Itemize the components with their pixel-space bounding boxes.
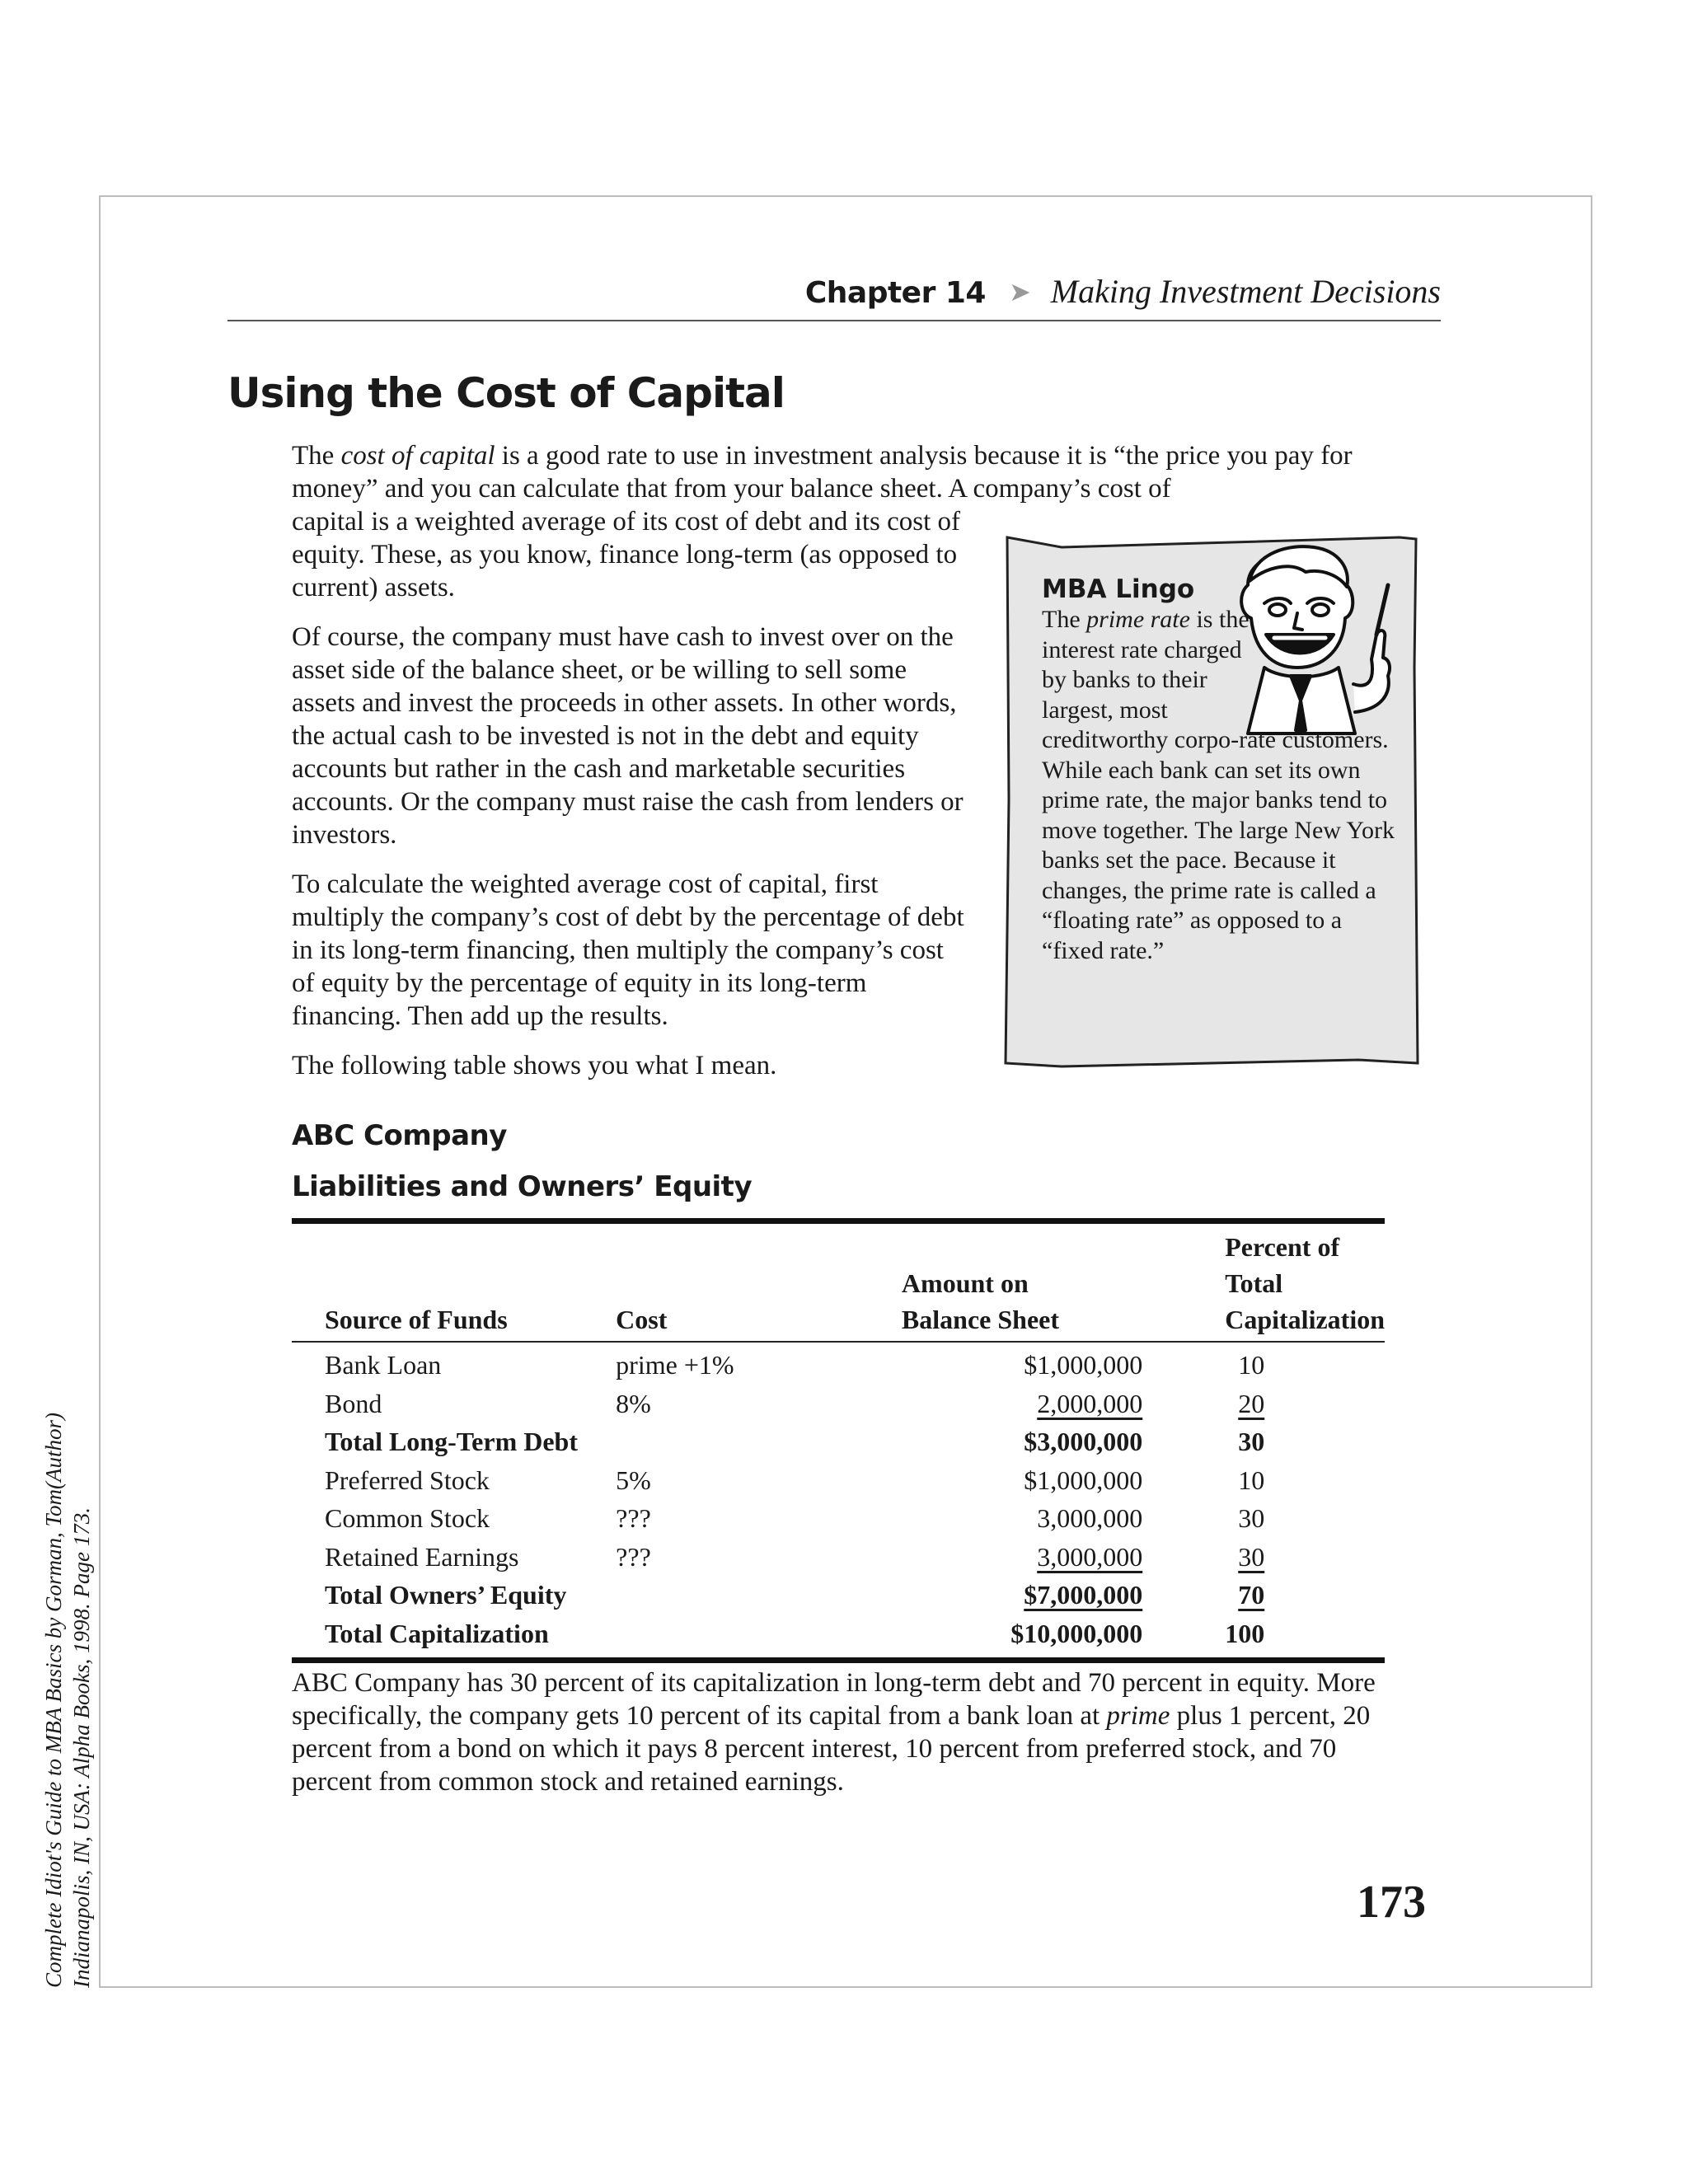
cell-cost: 8% bbox=[616, 1388, 651, 1418]
table-row bbox=[292, 1538, 1385, 1577]
header-cost: Cost bbox=[616, 1301, 856, 1342]
running-head bbox=[227, 262, 1441, 321]
chapter-title: Making Investment Decisions bbox=[1050, 273, 1441, 310]
cell-percent: 30 bbox=[1238, 1427, 1265, 1456]
cell-source: Total Owners’ Equity bbox=[325, 1580, 567, 1610]
term-prime-rate: prime rate bbox=[1086, 606, 1190, 633]
mba-lingo-sidebar bbox=[1004, 536, 1421, 1071]
cell-percent: 20 bbox=[1238, 1388, 1265, 1418]
cell-amount: 2,000,000 bbox=[1037, 1388, 1143, 1418]
paragraph-2: Of course, the company must have cash to invest over on the asset side of the balance sheet, or be willing to sell some assets and invest the proceeds in other assets. In other words, the actual cash to be invested is not in the debt and equity accounts but rather in the cash and marketable securities accounts. Or the company must raise the cash from lenders or investors. bbox=[292, 622, 964, 850]
paragraph-4: The following table shows you what I mean. bbox=[292, 1051, 777, 1080]
page-number: 173 bbox=[1357, 1877, 1426, 1928]
term-prime: prime bbox=[1106, 1701, 1170, 1731]
cell-cost: 5% bbox=[616, 1465, 651, 1495]
cell-percent: 30 bbox=[1238, 1503, 1265, 1533]
cartoon-spacer bbox=[1264, 499, 1421, 702]
cell-amount: 3,000,000 bbox=[1037, 1541, 1143, 1572]
cell-source: Preferred Stock bbox=[325, 1465, 490, 1495]
table-row bbox=[292, 1499, 1385, 1538]
table-row bbox=[292, 1342, 1385, 1385]
chapter-label: Chapter 14 bbox=[804, 276, 986, 310]
cell-amount: 3,000,000 bbox=[1037, 1503, 1143, 1533]
cell-percent: 10 bbox=[1238, 1350, 1265, 1380]
capitalization-table bbox=[292, 1218, 1385, 1663]
header-percent-line-1: Percent of Total bbox=[1225, 1232, 1340, 1298]
sidebar-title: MBA Lingo bbox=[1042, 574, 1195, 604]
cell-source: Total Long-Term Debt bbox=[325, 1427, 578, 1456]
table-row bbox=[292, 1385, 1385, 1423]
left-column bbox=[292, 505, 968, 1099]
header-amount-line-2: Balance Sheet bbox=[856, 1301, 1200, 1342]
cell-amount: $7,000,000 bbox=[1024, 1580, 1143, 1610]
table-heading-subtitle: Liabilities and Owners’ Equity bbox=[292, 1170, 753, 1203]
cell-amount: $1,000,000 bbox=[1024, 1350, 1143, 1380]
cell-cost bbox=[616, 1422, 856, 1461]
citation-line-2: Indianapolis, IN, USA: Alpha Books, 1998. Page 173. bbox=[69, 1507, 94, 1988]
section-title: Using the Cost of Capital bbox=[227, 369, 785, 417]
paragraph-3: To calculate the weighted average cost of capital, first multiply the company’s cost of debt by the percentage of debt in its long-term financing, then multiply the company’s cost of equity by the percentage of equity in its long-term financing. Then add up the results. bbox=[292, 869, 964, 1031]
table-row bbox=[292, 1461, 1385, 1500]
cell-cost: ??? bbox=[616, 1541, 651, 1572]
intro-paragraph: The cost of capital is a good rate to use in investment analysis because it is “the price you pay for money” and you can calculate that from your balance sheet. A company’s cost of bbox=[292, 441, 1353, 504]
table-heading-company: ABC Company bbox=[292, 1119, 507, 1152]
cell-cost: prime +1% bbox=[616, 1350, 734, 1380]
cell-cost bbox=[616, 1576, 856, 1615]
sidebar-definition: The prime rate is the interest rate charged by banks to their largest, most creditworthy corpo-rate customers. While each bank can set its own prime rate, the major banks tend to move together. The large New York banks set the pace. Because it changes, the prime rate is called a “floating rate” as opposed to a “fixed rate.” bbox=[1042, 606, 1395, 964]
triangle-arrow-icon: ➤ bbox=[1008, 277, 1031, 307]
cell-amount: $1,000,000 bbox=[1024, 1465, 1143, 1495]
cell-percent: 70 bbox=[1238, 1580, 1265, 1610]
table-row-total bbox=[292, 1422, 1385, 1461]
cell-source: Bank Loan bbox=[325, 1350, 442, 1380]
cell-source: Bond bbox=[325, 1388, 382, 1418]
cell-source: Retained Earnings bbox=[325, 1541, 519, 1572]
cell-percent: 10 bbox=[1238, 1465, 1265, 1495]
cell-amount: $3,000,000 bbox=[1024, 1427, 1143, 1456]
cell-cost: ??? bbox=[616, 1503, 651, 1533]
table-row-total bbox=[292, 1615, 1385, 1661]
cell-source: Common Stock bbox=[325, 1503, 490, 1533]
cell-percent: 100 bbox=[1225, 1618, 1265, 1648]
term-cost-of-capital: cost of capital bbox=[340, 441, 495, 471]
cell-source: Total Capitalization bbox=[325, 1618, 549, 1648]
table-row-total bbox=[292, 1576, 1385, 1615]
header-source: Source of Funds bbox=[292, 1301, 616, 1342]
closing-paragraph: ABC Company has 30 percent of its capitalization in long-term debt and 70 percent in equity. More specifically, the company gets 10 percent of its capital from a bank loan at prime plus 1 percent, 20 percent from a bond on which it pays 8 percent interest, 10 percent from preferred stock, and 70 percent from common stock and retained earnings. bbox=[292, 1668, 1376, 1797]
cell-cost bbox=[616, 1615, 856, 1661]
citation-caption bbox=[40, 1411, 96, 1988]
cell-percent: 30 bbox=[1238, 1541, 1265, 1572]
header-amount-line-1: Amount on bbox=[901, 1268, 1029, 1298]
citation-line-1: Complete Idiot's Guide to MBA Basics by Gorman, Tom(Author) bbox=[41, 1413, 66, 1988]
paragraph-1: capital is a weighted average of its cost of debt and its cost of equity. These, as you know, finance long-term (as opposed to current) assets. bbox=[292, 507, 960, 602]
header-percent-line-2: Capitalization bbox=[1200, 1301, 1385, 1342]
cell-amount: $10,000,000 bbox=[1010, 1618, 1143, 1648]
